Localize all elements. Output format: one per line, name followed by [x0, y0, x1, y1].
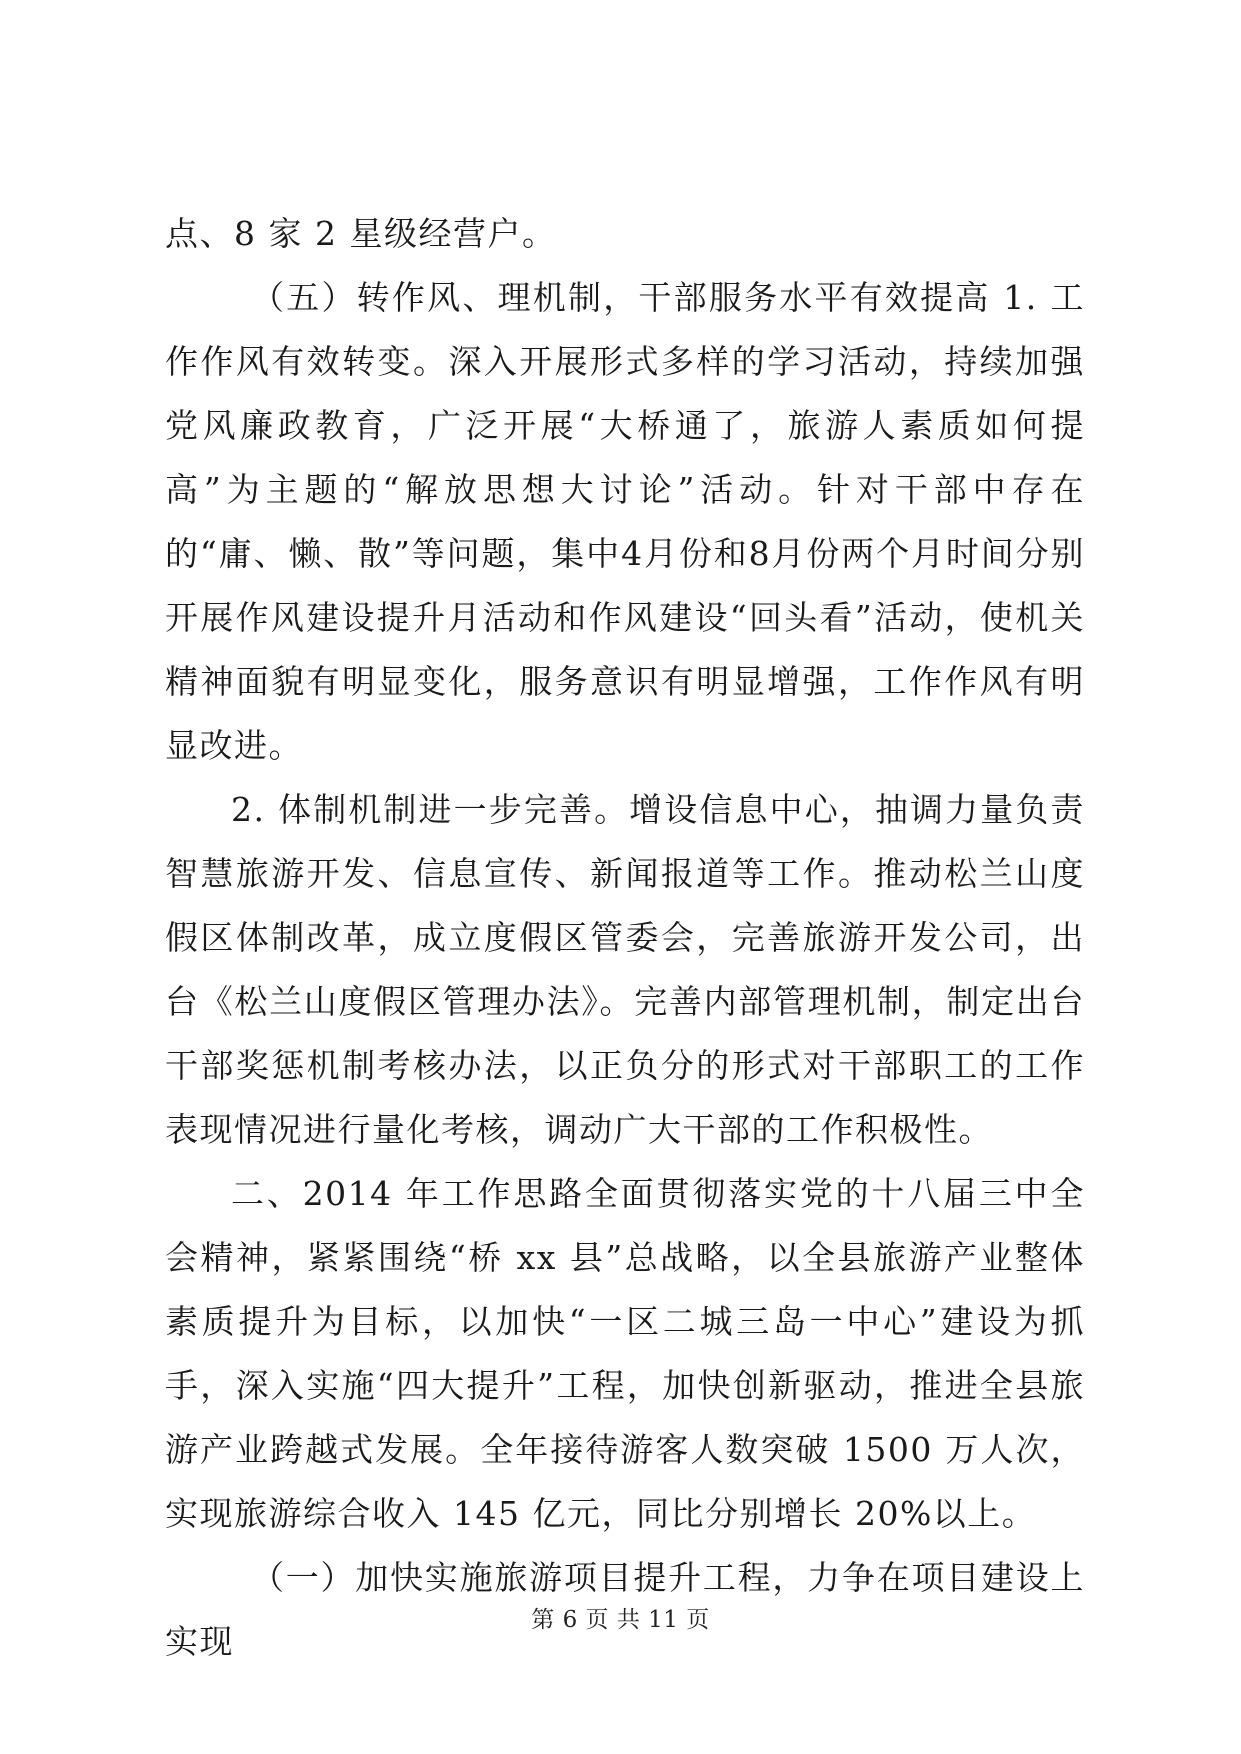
paragraph-institutional-reform: 2. 体制机制进一步完善。增设信息中心，抽调力量负责智慧旅游开发、信息宣传、新闻报道等工作。推动松兰山度假区体制改革，成立度假区管委会，完善旅游开发公司，出台《松兰山度假区管理办法》。完善内部管理机制，制定出台干部奖惩机制考核办法，以正负分的形式对干部职工的工作表现情况进行量化考核，调动广大干部的工作积极性。 [165, 790, 1085, 1149]
page-footer: 第 6 页 共 11 页 [531, 1607, 710, 1633]
paragraph-2014-work-plan: 二、2014 年工作思路全面贯彻落实党的十八届三中全会精神，紧紧围绕“桥 xx 县”总战略，以全县旅游产业整体素质提升为目标，以加快“一区二城三岛一中心”建设为抓手，深入实施“四大提升”工程，加快创新驱动，推进全县旅游产业跨越式发展。全年接待游客人数突破 1500 万人次，实现旅游综合收入 145 亿元，同比分别增长 20%以上。 [165, 1174, 1085, 1533]
paragraph-section-five: （五）转作风、理机制，干部服务水平有效提高 1. 工作作风有效转变。深入开展形式多样的学习活动，持续加强党风廉政教育，广泛开展“大桥通了，旅游人素质如何提高”为主题的“解放思想大讨论”活动。针对干部中存在的“庸、懒、散”等问题，集中4月份和8月份两个月时间分别开展作风建设提升月活动和作风建设“回头看”活动，使机关精神面貌有明显变化，服务意识有明显增强，工作作风有明显改进。 [165, 278, 1085, 765]
paragraph-continuation: 点、8 家 2 星级经营户。 [165, 214, 557, 253]
paragraph-project-upgrade: （一）加快实施旅游项目提升工程，力争在项目建设上实现 [165, 1558, 1085, 1661]
document-body [165, 202, 1085, 1674]
